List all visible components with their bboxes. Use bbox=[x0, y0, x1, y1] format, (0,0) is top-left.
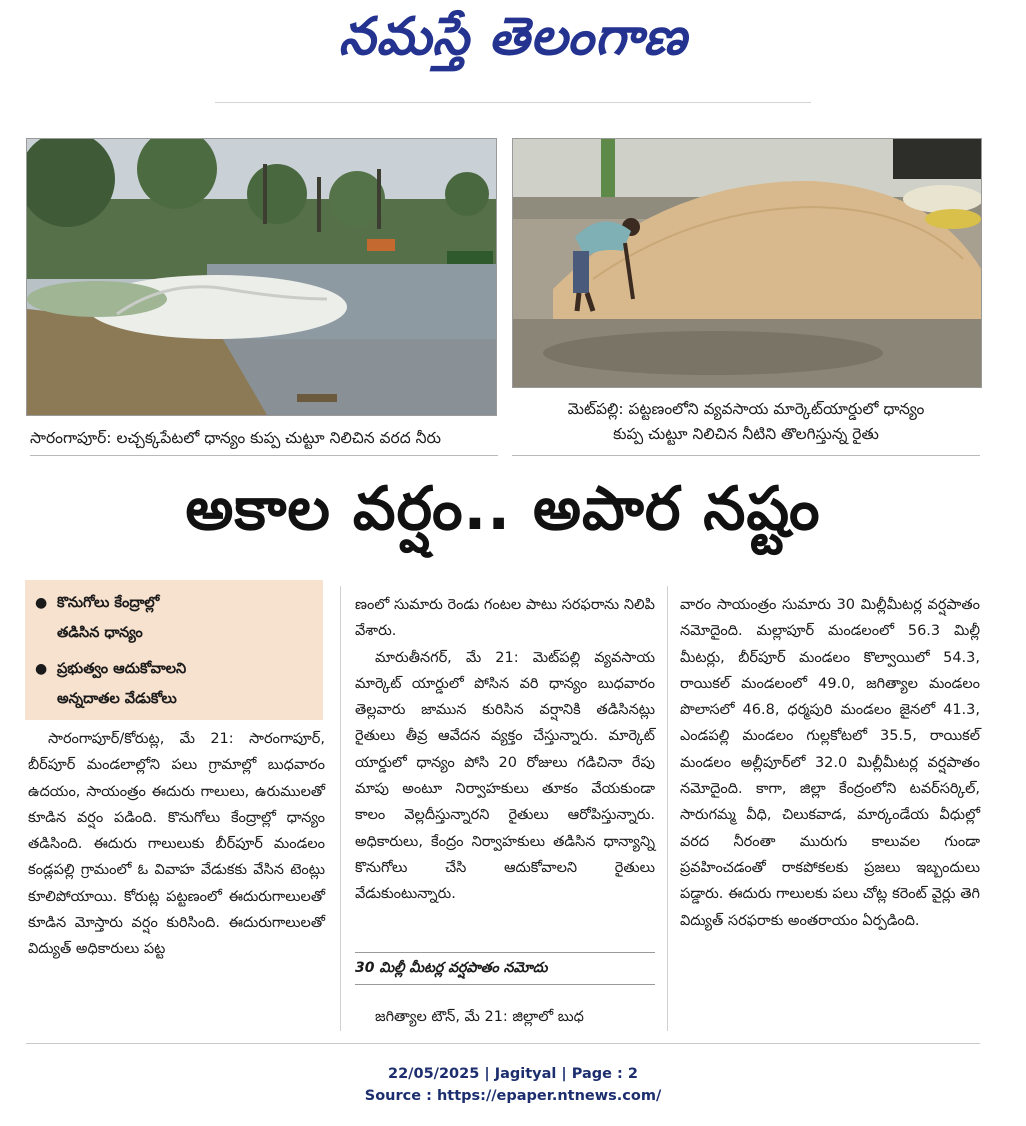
column-divider bbox=[340, 586, 341, 1031]
bullet-icon: ● bbox=[35, 595, 48, 611]
column-divider bbox=[667, 586, 668, 1031]
photo-farmer-market-yard-image bbox=[513, 139, 981, 387]
article-column-2 bbox=[355, 592, 655, 908]
article-column-1 bbox=[28, 726, 325, 963]
headline-text: అకాల వర్షం.. అపార నష్టం bbox=[185, 474, 821, 544]
edition-info: 22/05/2025 | Jagityal | Page : 2 bbox=[388, 1066, 638, 1082]
caption-divider bbox=[512, 455, 980, 456]
article-paragraph: వారం సాయంత్రం సుమారు 30 మిల్లీమీటర్ల వర్షపాతం నమోదైంది. మల్లాపూర్ మండలంలో 56.3 మిల్లీ మీటర్లు, బీర్‌పూర్ మండలం కొల్వాయిలో 54.3, రాయికల్ మండలంలో 49.0, జగిత్యాల మండలం పొలాసలో 46.8, ధర్మపురి మండలం జైనలో 41.3, ఎండపల్లి మండలం గుల్లకోటలో 35.5, రాయికల్ మండలం అల్లీపూర్‌లో 32.0 మిల్లీమీటర్ల వర్షపాతం నమోదైంది. కాగా, జిల్లా కేంద్రంలోని టవర్‌సర్కిల్, సారుగమ్మ వీధి, చిలుకవాడ, మార్కండేయ వీధుల్లో వరద నీరంతా మురుగు కాలువల గుండా ప్రవహించడంతో రాకపోకలకు ప్రజలు ఇబ్బందులు పడ్డారు. ఈదురు గాలులకు పలు చోట్ల కరెంట్ వైర్లు తెగి విద్యుత్ సరఫరాకు అంతరాయం ఏర్పడింది. bbox=[680, 597, 980, 929]
subhead-bottom-rule bbox=[355, 984, 655, 985]
subhead-top-rule bbox=[355, 952, 655, 953]
highlight-line: తడిసిన ధాన్యం bbox=[57, 625, 143, 641]
bullet-icon: ● bbox=[35, 661, 48, 677]
article-subheading: 30 మిల్లీ మీటర్ల వర్షపాతం నమోదు bbox=[355, 960, 548, 976]
article-paragraph: మారుతీనగర్, మే 21: మెట్‌పల్లి వ్యవసాయ మార్కెట్ యార్డులో పోసిన వరి ధాన్యం బుధవారం తెల్లవారు జామున కురిసిన వర్షానికి తడిసినట్లు రైతులు తీవ్ర ఆవేదన వ్యక్తం చేస్తున్నారు. మార్కెట్ యార్డులో ధాన్యం పోసి 20 రోజులు గడిచినా రేపు మాపు అంటూ నిర్వాహకులు తూకం వేయకుండా కాలం వెల్లదీస్తున్నారని రైతులు ఆరోపిస్తున్నారు. అధికారులు, కేంద్రం నిర్వాహకులు తడిసిన ధాన్యాన్ని కొనుగోలు చేసి ఆదుకోవాలని రైతులు వేడుకుంటున్నారు. bbox=[355, 649, 655, 903]
photo-caption-right bbox=[512, 397, 980, 447]
photo-flooded-grain-heap-image bbox=[27, 139, 496, 415]
page-bottom-rule bbox=[26, 1043, 980, 1044]
masthead-divider bbox=[215, 102, 811, 103]
highlight-line: ప్రభుత్వం ఆదుకోవాలని bbox=[57, 661, 187, 677]
photo-farmer-market-yard bbox=[512, 138, 982, 388]
article-paragraph: సారంగాపూర్/కోరుట్ల, మే 21: సారంగాపూర్, బీర్‌పూర్ మండలాల్లోని పలు గ్రామాల్లో బుధవారం ఉదయం, సాయంత్రం ఈదురు గాలులు, ఉరుములతో కూడిన వర్షం పడింది. కొనుగోలు కేంద్రాల్లో ధాన్యం తడిసింది. ఈదురు గాలులుకు బీర్‌పూర్ మండలం కండ్లపల్లి గ్రామంలో ఓ వివాహ వేడుకకు వేసిన టెంట్లు కూలిపోయాయి. కోరుట్ల పట్టణంలో ఈదురుగాలులతో కూడిన మోస్తారు వర్షం కురిసింది. ఈదురుగాలులతో విద్యుత్ అధికారులు పట్ట bbox=[28, 731, 325, 958]
highlight-line: కొనుగోలు కేంద్రాల్లో bbox=[57, 595, 160, 611]
newspaper-logo-title: నమస్తే తెలంగాణ bbox=[338, 6, 688, 67]
caption-divider bbox=[30, 455, 498, 456]
article-column-2-continued bbox=[355, 1004, 655, 1030]
photo-flooded-grain-heap bbox=[26, 138, 497, 416]
photo-caption-right-line1: మెట్‌పల్లి: పట్టణంలోని వ్యవసాయ మార్కెట్‌యార్డులో ధాన్యం bbox=[567, 400, 925, 418]
highlight-item bbox=[35, 588, 313, 648]
highlight-item bbox=[35, 654, 313, 714]
photo-caption-left: సారంగాపూర్: లచ్చక్కపేటలో ధాన్యం కుప్ప చుట్టూ నిలిచిన వరద నీరు bbox=[30, 429, 442, 447]
highlight-line: అన్నదాతల వేడుకోలు bbox=[57, 691, 177, 707]
photo-caption-right-line2: కుప్ప చుట్టూ నిలిచిన నీటిని తొలగిస్తున్న రైతు bbox=[613, 425, 879, 443]
article-headline bbox=[26, 462, 980, 570]
masthead bbox=[0, 0, 1026, 86]
article-paragraph: జగిత్యాల టౌన్, మే 21: జిల్లాలో బుధ bbox=[375, 1009, 584, 1025]
highlights-box bbox=[25, 580, 323, 720]
source-link[interactable]: Source : https://epaper.ntnews.com/ bbox=[364, 1088, 662, 1104]
article-column-3 bbox=[680, 592, 980, 934]
article-paragraph: ణంలో సుమారు రెండు గంటల పాటు సరఫరాను నిలిపి వేశారు. bbox=[355, 597, 655, 640]
